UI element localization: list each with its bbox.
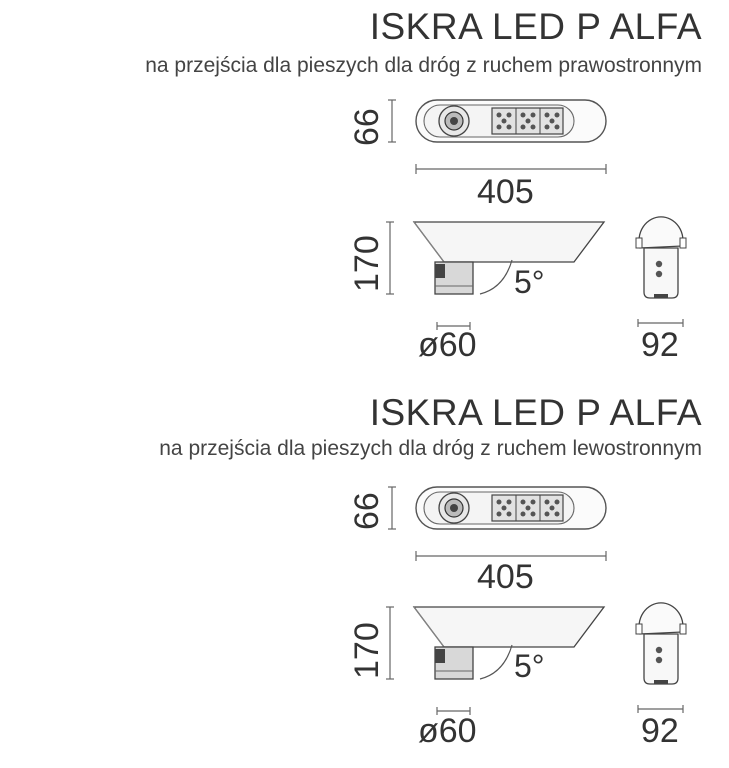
luminaire-side-view [386,222,604,330]
luminaire-top-view [388,100,606,174]
dim-width: 92 [641,712,679,750]
luminaire-front-view [636,603,686,713]
dim-height-side-view: 170 [348,235,386,292]
product-subtitle: na przejścia dla pieszych dla dróg z ruchem prawostronnym [145,54,702,77]
dim-height-top-view: 66 [348,492,386,530]
dim-height-side-view: 170 [348,622,386,679]
luminaire-top-view [388,487,606,561]
tilt-angle: 5° [514,264,545,300]
dim-pole-diameter: ø60 [418,326,477,364]
tilt-angle: 5° [514,648,545,684]
dim-width: 92 [641,326,679,364]
dim-pole-diameter: ø60 [418,712,477,750]
product-title: ISKRA LED P ALFA [369,6,702,47]
luminaire-side-view [386,607,604,715]
product-title: ISKRA LED P ALFA [369,392,702,433]
dim-length: 405 [477,173,534,211]
dim-height-top-view: 66 [348,108,386,146]
luminaire-front-view [636,217,686,327]
dim-length: 405 [477,558,534,596]
product-subtitle: na przejścia dla pieszych dla dróg z ruchem lewostronnym [159,437,702,460]
